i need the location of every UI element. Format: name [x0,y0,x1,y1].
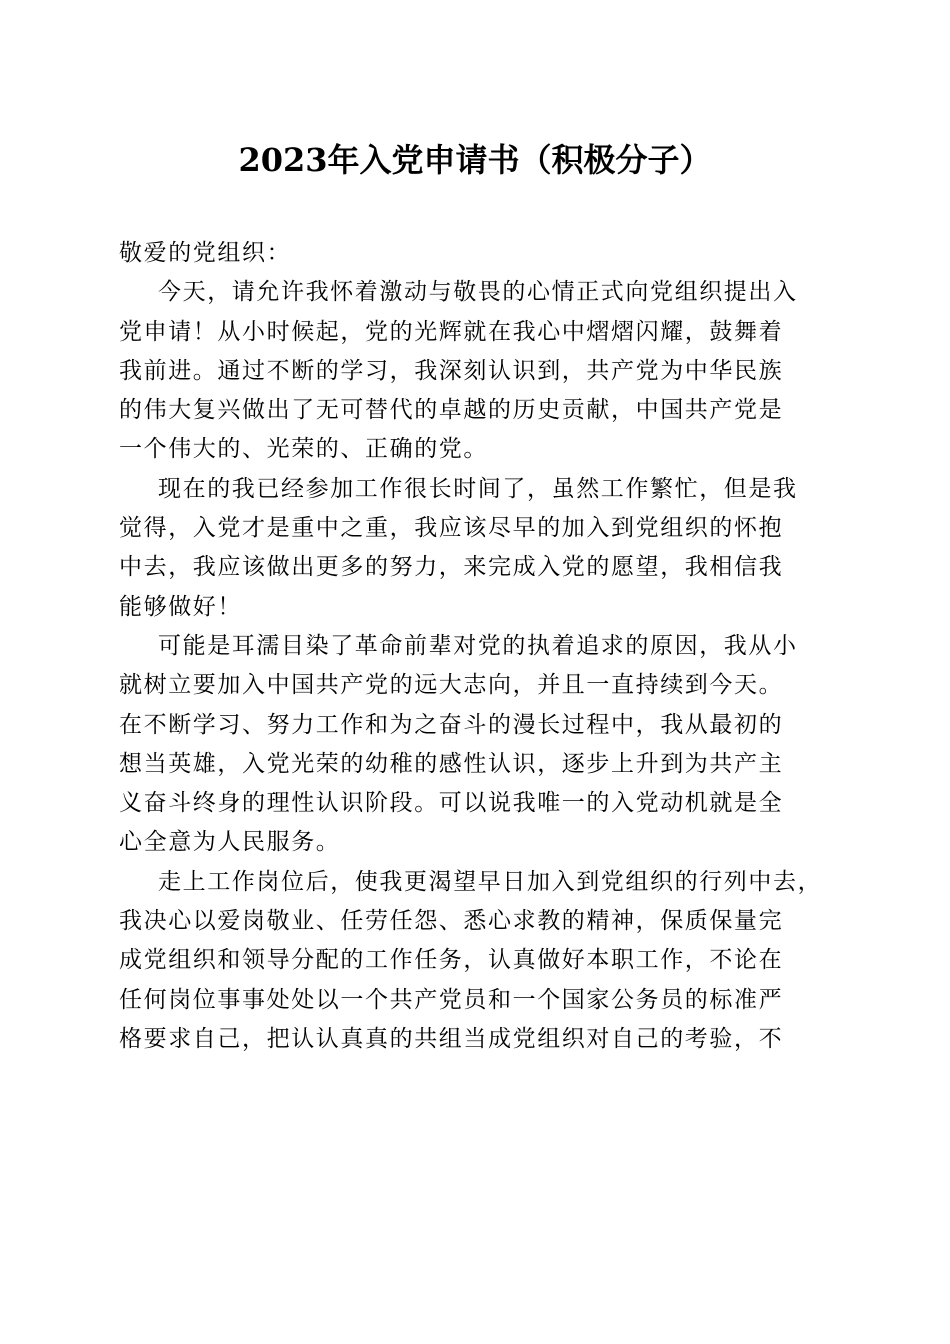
body-line: 格要求自己，把认认真真的共组当成党组织对自己的考验，不 [119,1025,784,1052]
body-line: 可能是耳濡目染了革命前辈对党的执着追求的原因，我从小 [158,632,798,659]
body-line: 党申请！从小时候起，党的光辉就在我心中熠熠闪耀，鼓舞着 [119,318,784,345]
body-line: 心全意为人民服务。 [119,829,341,856]
body-line: 在不断学习、努力工作和为之奋斗的漫长过程中，我从最初的 [119,711,784,738]
body-line: 一个伟大的、光荣的、正确的党。 [119,436,488,463]
body-line: 能够做好！ [119,593,242,620]
body-line: 义奋斗终身的理性认识阶段。可以说我唯一的入党动机就是全 [119,790,784,817]
body-line: 现在的我已经参加工作很长时间了，虽然工作繁忙，但是我 [158,475,798,502]
body-line: 中去，我应该做出更多的努力，来完成入党的愿望，我相信我 [119,554,784,581]
body-line: 我决心以爱岗敬业、任劳任怨、悉心求教的精神，保质保量完 [119,908,784,935]
document-title: 2023年入党申请书（积极分子） [238,141,712,179]
body-line: 觉得，入党才是重中之重，我应该尽早的加入到党组织的怀抱 [119,515,784,542]
body-line: 任何岗位事事处处以一个共产党员和一个国家公务员的标准严 [119,986,784,1013]
body-lines [119,273,831,1059]
body-line: 成党组织和领导分配的工作任务，认真做好本职工作，不论在 [119,947,784,974]
body-line: 今天，请允许我怀着激动与敬畏的心情正式向党组织提出入 [158,279,798,306]
body-line: 走上工作岗位后，使我更渴望早日加入到党组织的行列中去， [158,868,823,895]
document-body [119,234,831,1059]
body-line: 就树立要加入中国共产党的远大志向，并且一直持续到今天。 [119,672,784,699]
body-line: 的伟大复兴做出了无可替代的卓越的历史贡献，中国共产党是 [119,397,784,424]
salutation: 敬爱的党组织： [119,240,292,266]
body-line: 想当英雄，入党光荣的幼稚的感性认识，逐步上升到为共产主 [119,750,784,777]
body-line: 我前进。通过不断的学习，我深刻认识到，共产党为中华民族 [119,357,784,384]
